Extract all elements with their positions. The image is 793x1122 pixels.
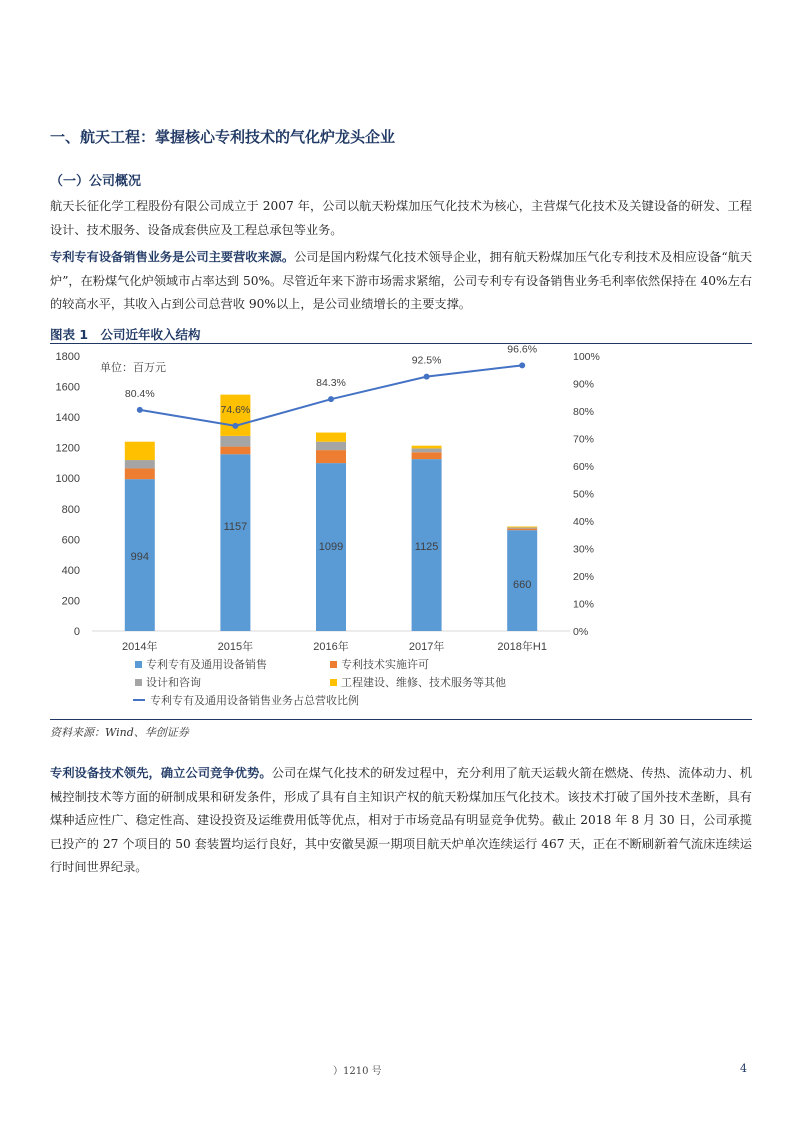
paragraph-lead: 专利专有设备销售业务是公司主要营收来源。 — [50, 250, 295, 264]
bar-data-label: 1157 — [223, 520, 248, 533]
x-axis-tick-label: 2018年H1 — [497, 641, 547, 653]
share-data-label: 96.6% — [507, 344, 538, 356]
left-axis-tick-label: 1800 — [55, 351, 80, 363]
bar-segment — [507, 527, 537, 528]
bar-segment — [316, 442, 346, 450]
legend-label: 专利专有及通用设备销售业务占总营收比例 — [150, 695, 359, 707]
x-axis-tick-label: 2017年 — [408, 641, 445, 653]
paragraph-body: 公司是国内粉煤气化技术领导企业，拥有航天粉煤加压气化专利技术及相应设备“航天炉”，在粉煤气化炉领域市占率达到 50%。尽管近年来下游市场需求紧缩，公司专利专有设备销售业务毛利率依然保持在 40%左右的较高水平，其收入占到公司总营收 90%以上，是公司业绩增长的主要支撑。 — [50, 250, 753, 311]
legend-swatch — [330, 679, 337, 686]
paragraph-body: 公司在煤气化技术的研发过程中，充分利用了航天运载火箭在燃烧、传热、流体动力、机械控制技术等方面的研制成果和研发条件，形成了具有自主知识产权的航天粉煤加压气化技术。该技术打破了国外技术垄断，具有煤种适应性广、稳定性高、建设投资及运维费用低等优点，相对于市场竞品有明显竞争优势。截止 2018 年 8 月 30 日，公司承揽已投产的 27 个项目的 50 套装置均运行良好，其中安徽昊源一期项目航天炉单次连续运行 467 天，正在不断刷新着气流床连续运行时间世界纪录。 — [50, 766, 753, 874]
right-axis-tick-label: 30% — [573, 543, 595, 556]
bar-segment — [125, 460, 155, 468]
left-axis-tick-label: 200 — [61, 595, 80, 608]
left-axis-tick-label: 600 — [61, 534, 80, 547]
bar-segment — [507, 529, 537, 531]
paragraph-lead: 专利设备技术领先，确立公司竞争优势。 — [50, 766, 272, 780]
bar-segment — [220, 454, 250, 631]
bar-segment — [412, 452, 442, 459]
figure-source: 资料来源：Wind、华创证券 — [50, 726, 189, 739]
x-axis-tick-label: 2016年 — [313, 641, 349, 653]
right-axis-tick-label: 60% — [573, 461, 595, 473]
left-axis-tick-label: 1200 — [55, 442, 80, 455]
share-data-label: 84.3% — [316, 377, 346, 390]
legend-swatch — [330, 661, 337, 668]
bar-data-label: 1125 — [414, 540, 439, 553]
right-axis-tick-label: 100% — [573, 351, 600, 363]
bar-data-label: 660 — [513, 579, 532, 592]
right-axis-tick-label: 80% — [573, 406, 595, 418]
left-axis-tick-label: 400 — [61, 564, 80, 577]
legend-label: 工程建设、维修、技术服务等其他 — [341, 677, 506, 689]
revenue-source-paragraph — [50, 246, 752, 317]
unit-label: 单位：百万元 — [100, 362, 166, 374]
footer-report-number: ）1210 号 — [333, 1066, 382, 1077]
legend-swatch — [135, 661, 142, 668]
revenue-structure-chart — [50, 344, 752, 716]
bar-segment — [220, 436, 250, 447]
bar-segment — [507, 527, 537, 528]
share-series-point — [519, 362, 525, 368]
figure-title: 图表 1 公司近年收入结构 — [50, 327, 201, 342]
right-axis-tick-label: 90% — [573, 378, 595, 391]
right-axis-tick-label: 70% — [573, 433, 595, 446]
bar-data-label: 1099 — [318, 540, 344, 553]
right-axis-tick-label: 50% — [573, 488, 595, 501]
share-series-point — [137, 407, 143, 413]
bar-segment — [412, 446, 442, 449]
left-axis-tick-label: 0 — [73, 626, 80, 638]
bar-segment — [125, 468, 155, 479]
right-axis-tick-label: 0% — [573, 626, 589, 638]
legend-label: 专利专有及通用设备销售 — [146, 659, 267, 671]
x-axis-tick-label: 2015年 — [217, 641, 254, 653]
competitive-advantage-paragraph — [50, 762, 752, 880]
share-series-point — [424, 374, 430, 380]
subsection-heading: （一）公司概况 — [50, 174, 142, 189]
share-data-label: 80.4% — [124, 387, 155, 400]
left-axis-tick-label: 1000 — [55, 473, 80, 486]
share-series-point — [232, 423, 238, 429]
company-overview-paragraph: 航天长征化学工程股份有限公司成立于 2007 年，公司以航天粉煤加压气化技术为核心，主营煤气化技术及关键设备的研发、工程设计、技术服务、设备成套供应及工程总承包等业务。 — [50, 199, 752, 237]
figure-bottom-rule — [50, 719, 752, 720]
left-axis-tick-label: 1600 — [55, 381, 80, 394]
share-data-label: 74.6% — [220, 403, 251, 416]
share-series-line — [140, 365, 522, 426]
right-axis-tick-label: 10% — [573, 598, 595, 611]
bar-segment — [125, 442, 155, 460]
left-axis-tick-label: 1400 — [55, 412, 80, 425]
right-axis-tick-label: 40% — [573, 516, 595, 528]
page-number: 4 — [740, 1062, 747, 1075]
right-axis-tick-label: 20% — [573, 571, 595, 583]
section-heading: 一、航天工程：掌握核心专利技术的气化炉龙头企业 — [50, 128, 396, 146]
bar-segment — [316, 433, 346, 442]
share-series-point — [328, 396, 334, 402]
x-axis-tick-label: 2014年 — [122, 641, 158, 653]
legend-swatch — [135, 679, 142, 686]
bar-segment — [316, 450, 346, 463]
bar-data-label: 994 — [130, 550, 149, 563]
bar-segment — [412, 448, 442, 452]
bar-segment — [220, 447, 250, 455]
left-axis-tick-label: 800 — [61, 503, 80, 516]
legend-label: 设计和咨询 — [146, 677, 201, 689]
legend-label: 专利技术实施许可 — [341, 659, 429, 671]
share-data-label: 92.5% — [411, 354, 442, 367]
